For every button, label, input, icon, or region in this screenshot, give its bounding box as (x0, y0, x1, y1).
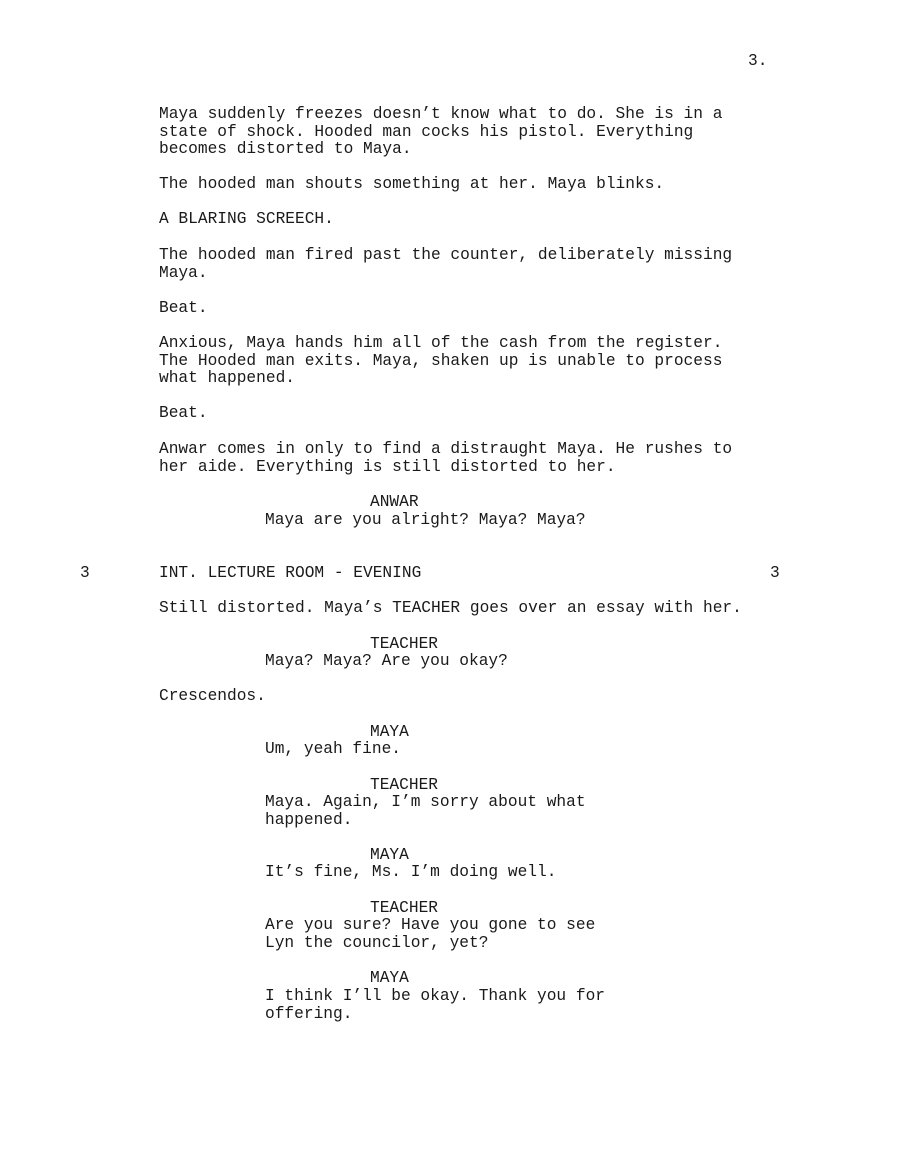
character-name: TEACHER (370, 899, 438, 917)
character-name: TEACHER (370, 776, 438, 794)
dialogue-line: I think I’ll be okay. Thank you for offering. (265, 987, 605, 1023)
dialogue-line: Maya are you alright? Maya? Maya? (265, 511, 586, 529)
dialogue-line: Um, yeah fine. (265, 740, 401, 758)
character-name: TEACHER (370, 635, 438, 653)
action-paragraph: Anxious, Maya hands him all of the cash from the register. The Hooded man exits. Maya, shaken up is unable to process what happened. (159, 334, 723, 388)
page-number: 3. (748, 52, 768, 70)
dialogue-line: Are you sure? Have you gone to see Lyn the councilor, yet? (265, 916, 596, 952)
scene-heading: INT. LECTURE ROOM - EVENING (159, 564, 422, 582)
dialogue-line: Maya. Again, I’m sorry about what happened. (265, 793, 586, 829)
character-name: MAYA (370, 723, 409, 741)
scene-number-left: 3 (80, 564, 90, 582)
scene-number-right: 3 (770, 564, 780, 582)
action-paragraph: Crescendos. (159, 687, 266, 705)
character-name: ANWAR (370, 493, 419, 511)
action-paragraph: Beat. (159, 299, 208, 317)
action-paragraph: The hooded man shouts something at her. Maya blinks. (159, 175, 665, 193)
action-paragraph: Maya suddenly freezes doesn’t know what to do. She is in a state of shock. Hooded man cocks his pistol. Everything becomes distorted to Maya. (159, 105, 723, 159)
dialogue-line: Maya? Maya? Are you okay? (265, 652, 508, 670)
character-name: MAYA (370, 846, 409, 864)
action-paragraph: Anwar comes in only to find a distraught Maya. He rushes to her aide. Everything is still distorted to her. (159, 440, 733, 476)
action-paragraph: Still distorted. Maya’s TEACHER goes over an essay with her. (159, 599, 742, 617)
action-paragraph: A BLARING SCREECH. (159, 210, 334, 228)
action-paragraph: Beat. (159, 404, 208, 422)
dialogue-line: It’s fine, Ms. I’m doing well. (265, 863, 557, 881)
action-paragraph: The hooded man fired past the counter, deliberately missing Maya. (159, 246, 733, 282)
character-name: MAYA (370, 969, 409, 987)
